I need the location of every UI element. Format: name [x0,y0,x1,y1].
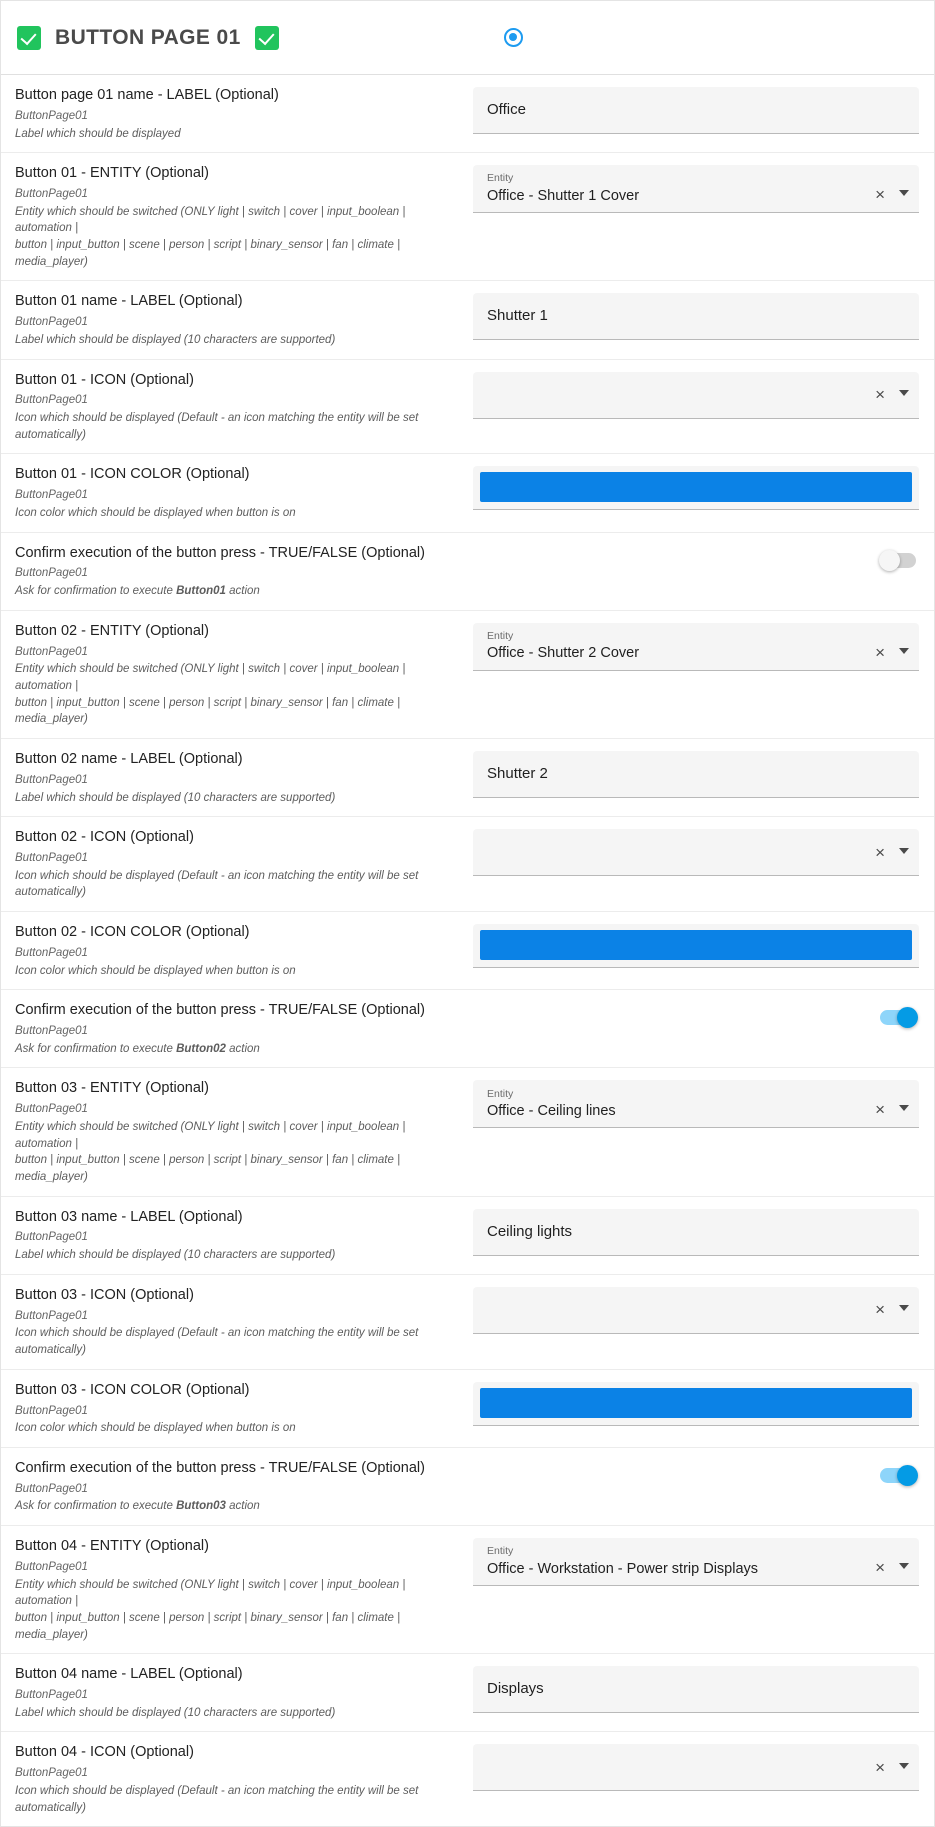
form-row-button01-confirm [1,533,934,611]
form-row-button02-icon-color [1,912,934,990]
confirm-toggle[interactable] [880,1010,916,1025]
row-label: Button 03 name - LABEL (Optional) [15,1208,243,1225]
color-swatch[interactable] [480,1388,912,1418]
entity-field-value: Office - Workstation - Power strip Displays [487,1560,759,1577]
row-label: Button 02 - ICON COLOR (Optional) [15,924,250,941]
row-sublabel: ButtonPage01 [15,946,88,959]
entity-picker-icons [875,644,909,663]
entity-field-value: Office - Shutter 1 Cover [487,187,640,204]
entity-picker[interactable] [473,1080,919,1128]
row-sublabel: ButtonPage01 [15,316,88,329]
row-control [473,360,935,429]
row-control [473,1732,935,1801]
text-input[interactable]: Shutter 2 [473,751,919,798]
clear-icon[interactable]: × [875,1558,885,1578]
clear-icon[interactable]: × [875,385,885,405]
color-swatch[interactable] [480,472,912,502]
row-control [473,75,935,144]
row-description: Icon which should be displayed (Default - an icon matching the entity will be set automatically) [15,1327,419,1357]
row-control [473,1526,935,1596]
chevron-down-icon[interactable] [899,1763,909,1769]
clear-icon[interactable]: × [875,1300,885,1320]
row-label: Confirm execution of the button press - TRUE/FALSE (Optional) [15,1459,425,1476]
form-row-page-name [1,75,934,153]
row-label: Button 01 - ENTITY (Optional) [15,165,209,182]
row-sublabel: ButtonPage01 [15,394,88,407]
form-row-button03-icon-color [1,1370,934,1448]
toggle-knob[interactable] [897,1007,918,1028]
row-label-group [1,1448,473,1525]
entity-field-value: Office - Shutter 2 Cover [487,645,640,662]
form-row-button02-confirm [1,990,934,1068]
color-picker[interactable] [473,924,919,968]
row-label: Button page 01 name - LABEL (Optional) [15,87,279,103]
color-swatch[interactable] [480,930,912,960]
chevron-down-icon[interactable] [899,390,909,396]
row-description: Entity which should be switched (ONLY light | switch | cover | input_boolean | automation | button | input_button | scene | person | script | binary_sensor | fan | climate | media_player) [15,663,406,726]
form-row-button02-entity [1,611,934,739]
row-description: Entity which should be switched (ONLY light | switch | cover | input_boolean | automation | button | input_button | scene | person | script | binary_sensor | fan | climate | media_player) [15,1120,406,1183]
icon-picker-icons [875,386,909,403]
entity-field-label: Entity [487,1545,514,1558]
page-radio-group[interactable] [504,28,523,47]
row-sublabel: ButtonPage01 [15,188,88,201]
row-label-group [1,454,473,531]
entity-picker[interactable] [473,623,919,671]
form-row-button04-icon [1,1732,934,1826]
radio-selected-icon[interactable] [504,28,523,47]
row-control [473,153,935,223]
row-control [473,912,935,978]
entity-picker-value-group [487,1089,875,1121]
row-label: Button 04 - ICON (Optional) [15,1744,194,1761]
text-input[interactable]: Office [473,87,919,134]
row-description: Ask for confirmation to execute Button03 action [15,1500,260,1513]
row-label: Button 02 - ENTITY (Optional) [15,622,209,639]
row-label: Button 02 - ICON (Optional) [15,829,194,846]
form-row-button01-name [1,281,934,359]
row-description: Ask for confirmation to execute Button02 action [15,1042,260,1055]
row-label: Button 03 - ENTITY (Optional) [15,1080,209,1097]
row-label-group [1,1526,473,1653]
form-row-button01-entity [1,153,934,281]
form-row-button02-name [1,739,934,817]
row-label: Button 01 name - LABEL (Optional) [15,293,243,310]
icon-picker-icons [875,1301,909,1318]
row-description: Icon color which should be displayed when button is on [15,1422,296,1435]
row-sublabel: ButtonPage01 [15,852,88,865]
row-label: Button 03 - ICON COLOR (Optional) [15,1381,250,1398]
header-checkbox-left[interactable] [17,26,41,50]
row-sublabel: ButtonPage01 [15,1560,88,1573]
entity-picker-icons [875,1101,909,1120]
form-row-button03-confirm [1,1448,934,1526]
confirm-toggle[interactable] [880,553,916,568]
chevron-down-icon[interactable] [899,1563,909,1569]
icon-picker[interactable] [473,372,919,419]
row-label-group [1,1732,473,1826]
row-label-group [1,611,473,738]
row-label: Button 01 - ICON COLOR (Optional) [15,466,250,483]
row-control [473,533,934,578]
row-control [473,739,935,808]
row-label-group [1,1654,473,1731]
row-sublabel: ButtonPage01 [15,1767,88,1780]
row-control [473,1654,935,1723]
entity-picker-value-group [487,173,875,205]
row-control [473,1448,934,1493]
row-label: Confirm execution of the button press - TRUE/FALSE (Optional) [15,1002,425,1019]
entity-field-label: Entity [487,1087,514,1100]
row-control [473,1275,935,1344]
icon-picker-icons [875,1759,909,1776]
row-sublabel: ButtonPage01 [15,645,88,658]
form-row-button03-icon [1,1275,934,1370]
row-label-group [1,739,473,816]
page-title: BUTTON PAGE 01 [55,25,241,49]
row-control [473,1197,935,1266]
entity-picker-value-group [487,631,875,663]
row-label-group [1,360,473,454]
row-sublabel: ButtonPage01 [15,1309,88,1322]
row-description: Icon which should be displayed (Default - an icon matching the entity will be set automatically) [15,412,419,441]
row-label-group [1,912,473,989]
row-sublabel: ButtonPage01 [15,567,88,580]
row-description: Label which should be displayed (10 characters are supported) [15,1706,336,1719]
toggle-knob[interactable] [897,1465,918,1486]
row-sublabel: ButtonPage01 [15,1231,88,1244]
row-label-group [1,817,473,911]
entity-picker[interactable] [473,165,919,213]
row-label: Button 02 name - LABEL (Optional) [15,751,243,768]
entity-picker-icons [875,186,909,205]
row-control [473,454,935,520]
row-label: Button 03 - ICON (Optional) [15,1286,194,1303]
row-description: Label which should be displayed (10 characters are supported) [15,1249,336,1262]
entity-field-value: Office - Ceiling lines [487,1103,616,1120]
row-description: Entity which should be switched (ONLY light | switch | cover | input_boolean | automation | button | input_button | scene | person | script | binary_sensor | fan | climate | media_player) [15,205,406,268]
page-header [1,1,934,75]
entity-field-label: Entity [487,629,514,642]
row-control [473,817,935,886]
text-input[interactable]: Ceiling lights [473,1209,919,1256]
row-sublabel: ButtonPage01 [15,489,88,502]
clear-icon[interactable]: × [875,185,885,205]
row-sublabel: ButtonPage01 [15,1404,88,1417]
row-description: Icon which should be displayed (Default - an icon matching the entity will be set automatically) [15,869,419,899]
row-sublabel: ButtonPage01 [15,1025,88,1038]
row-description: Icon color which should be displayed when button is on [15,964,296,977]
row-sublabel: ButtonPage01 [15,1689,88,1702]
entity-field-label: Entity [487,172,514,185]
row-description: Label which should be displayed (10 characters are supported) [15,791,336,804]
form-row-button01-icon-color [1,454,934,532]
row-control [473,611,935,681]
text-input[interactable]: Displays [473,1666,919,1713]
entity-picker-value-group [487,1546,875,1578]
icon-picker[interactable] [473,1744,919,1791]
row-label-group [1,153,473,280]
row-control [473,1068,935,1138]
row-label-group [1,1370,473,1447]
chevron-down-icon[interactable] [899,848,909,854]
row-description: Label which should be displayed [15,127,181,140]
row-sublabel: ButtonPage01 [15,773,88,786]
icon-picker[interactable] [473,829,919,876]
clear-icon[interactable]: × [875,642,885,662]
row-label: Button 04 - ENTITY (Optional) [15,1538,209,1555]
row-description: Icon color which should be displayed when button is on [15,506,296,519]
form-row-button02-icon [1,817,934,912]
row-control [473,1370,935,1436]
row-label-group [1,533,473,610]
color-picker[interactable] [473,466,919,510]
clear-icon[interactable]: × [875,1757,885,1777]
row-label: Button 04 name - LABEL (Optional) [15,1666,243,1683]
row-sublabel: ButtonPage01 [15,109,88,122]
row-sublabel: ButtonPage01 [15,1103,88,1116]
header-checkbox-right[interactable] [255,26,279,50]
row-label: Button 01 - ICON (Optional) [15,371,194,388]
row-description: Entity which should be switched (ONLY light | switch | cover | input_boolean | automation | button | input_button | scene | person | script | binary_sensor | fan | climate | media_player) [15,1578,406,1641]
confirm-toggle[interactable] [880,1468,916,1483]
row-label: Confirm execution of the button press - TRUE/FALSE (Optional) [15,544,425,561]
form-row-button03-name [1,1197,934,1275]
chevron-down-icon[interactable] [899,648,909,654]
form-rows [1,75,934,1826]
row-label-group [1,1275,473,1369]
chevron-down-icon[interactable] [899,1305,909,1311]
row-control [473,990,934,1035]
icon-picker-icons [875,844,909,861]
color-picker[interactable] [473,1382,919,1426]
row-description: Icon which should be displayed (Default - an icon matching the entity will be set automatically) [15,1784,419,1814]
row-label-group [1,75,473,152]
entity-picker-icons [875,1559,909,1578]
clear-icon[interactable]: × [875,842,885,862]
row-label-group [1,281,473,358]
form-row-button03-entity [1,1068,934,1196]
chevron-down-icon[interactable] [899,190,909,196]
clear-icon[interactable]: × [875,1100,885,1120]
entity-picker[interactable] [473,1538,919,1586]
row-label-group [1,1068,473,1195]
icon-picker[interactable] [473,1287,919,1334]
row-label-group [1,1197,473,1274]
form-row-button01-icon [1,360,934,455]
row-description: Ask for confirmation to execute Button01 action [15,585,260,598]
text-input[interactable]: Shutter 1 [473,293,919,340]
form-row-button04-entity [1,1526,934,1654]
row-description: Label which should be displayed (10 characters are supported) [15,333,336,346]
row-control [473,281,935,350]
form-row-button04-name [1,1654,934,1732]
toggle-knob[interactable] [879,550,900,571]
row-sublabel: ButtonPage01 [15,1482,88,1495]
row-label-group [1,990,473,1067]
chevron-down-icon[interactable] [899,1105,909,1111]
